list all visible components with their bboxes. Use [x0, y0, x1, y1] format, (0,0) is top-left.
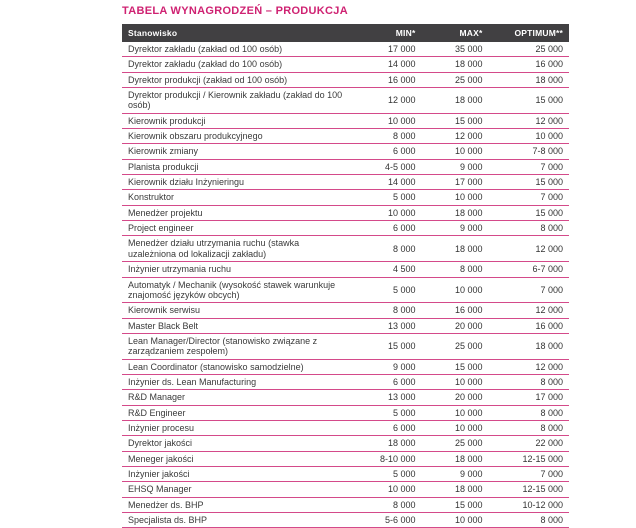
min-cell: 15 000: [354, 333, 421, 359]
position-cell: Master Black Belt: [122, 318, 354, 333]
max-cell: 25 000: [421, 436, 488, 451]
table-row: [122, 303, 569, 318]
position-cell: Kierownik działu Inżynieringu: [122, 175, 354, 190]
max-cell: 20 000: [421, 318, 488, 333]
min-cell: 5-6 000: [354, 513, 421, 528]
optimum-cell: 7 000: [489, 190, 569, 205]
max-cell: 15 000: [421, 497, 488, 512]
optimum-cell: 7-8 000: [489, 144, 569, 159]
position-cell: Dyrektor produkcji (zakład od 100 osób): [122, 72, 354, 87]
max-cell: 10 000: [421, 513, 488, 528]
position-cell: Project engineer: [122, 221, 354, 236]
optimum-cell: 16 000: [489, 57, 569, 72]
min-cell: 5 000: [354, 277, 421, 303]
optimum-cell: 8 000: [489, 221, 569, 236]
min-cell: 9 000: [354, 359, 421, 374]
optimum-cell: 22 000: [489, 436, 569, 451]
min-cell: 10 000: [354, 482, 421, 497]
table-row: [122, 436, 569, 451]
max-cell: 10 000: [421, 190, 488, 205]
position-cell: Menedżer działu utrzymania ruchu (stawka uzależniona od lokalizacji zakładu): [122, 236, 354, 262]
optimum-cell: 12 000: [489, 113, 569, 128]
max-cell: 15 000: [421, 359, 488, 374]
header-row: [122, 24, 569, 42]
position-cell: Kierownik serwisu: [122, 303, 354, 318]
position-cell: Dyrektor zakładu (zakład od 100 osób): [122, 42, 354, 57]
min-cell: 8 000: [354, 129, 421, 144]
min-cell: 8 000: [354, 303, 421, 318]
max-cell: 18 000: [421, 88, 488, 114]
table-row: [122, 236, 569, 262]
table-row: [122, 221, 569, 236]
max-cell: 10 000: [421, 277, 488, 303]
min-cell: 5 000: [354, 190, 421, 205]
optimum-cell: 18 000: [489, 333, 569, 359]
position-cell: R&D Engineer: [122, 405, 354, 420]
position-cell: Dyrektor zakładu (zakład do 100 osób): [122, 57, 354, 72]
header-max: MAX*: [421, 24, 488, 42]
table-row: [122, 513, 569, 528]
position-cell: Dyrektor produkcji / Kierownik zakładu (zakład do 100 osób): [122, 88, 354, 114]
max-cell: 10 000: [421, 374, 488, 389]
optimum-cell: 8 000: [489, 420, 569, 435]
position-cell: Automatyk / Mechanik (wysokość stawek warunkuje znajomość języków obcych): [122, 277, 354, 303]
max-cell: 18 000: [421, 57, 488, 72]
optimum-cell: 18 000: [489, 72, 569, 87]
optimum-cell: 10 000: [489, 129, 569, 144]
max-cell: 18 000: [421, 451, 488, 466]
table-row: [122, 318, 569, 333]
optimum-cell: 10-12 000: [489, 497, 569, 512]
max-cell: 18 000: [421, 236, 488, 262]
min-cell: 4-5 000: [354, 159, 421, 174]
position-cell: Lean Manager/Director (stanowisko związane z zarządzaniem zespołem): [122, 333, 354, 359]
optimum-cell: 8 000: [489, 405, 569, 420]
min-cell: 16 000: [354, 72, 421, 87]
table-row: [122, 129, 569, 144]
table-row: [122, 159, 569, 174]
max-cell: 25 000: [421, 333, 488, 359]
min-cell: 6 000: [354, 420, 421, 435]
header-position: Stanowisko: [122, 24, 354, 42]
salary-table: [122, 24, 569, 528]
table-row: [122, 175, 569, 190]
optimum-cell: 16 000: [489, 318, 569, 333]
table-row: [122, 374, 569, 389]
min-cell: 10 000: [354, 113, 421, 128]
max-cell: 18 000: [421, 205, 488, 220]
table-row: [122, 144, 569, 159]
table-row: [122, 113, 569, 128]
optimum-cell: 6-7 000: [489, 262, 569, 277]
optimum-cell: 15 000: [489, 88, 569, 114]
position-cell: Konstruktor: [122, 190, 354, 205]
position-cell: Inżynier utrzymania ruchu: [122, 262, 354, 277]
table-row: [122, 57, 569, 72]
position-cell: Kierownik obszaru produkcyjnego: [122, 129, 354, 144]
max-cell: 18 000: [421, 482, 488, 497]
table-row: [122, 482, 569, 497]
table-row: [122, 333, 569, 359]
optimum-cell: 8 000: [489, 374, 569, 389]
table-row: [122, 88, 569, 114]
optimum-cell: 12 000: [489, 236, 569, 262]
header-min: MIN*: [354, 24, 421, 42]
optimum-cell: 15 000: [489, 175, 569, 190]
table-row: [122, 205, 569, 220]
position-cell: Meneger jakości: [122, 451, 354, 466]
max-cell: 35 000: [421, 42, 488, 57]
position-cell: R&D Manager: [122, 390, 354, 405]
max-cell: 25 000: [421, 72, 488, 87]
table-row: [122, 451, 569, 466]
position-cell: Menedżer ds. BHP: [122, 497, 354, 512]
table-row: [122, 262, 569, 277]
optimum-cell: 7 000: [489, 277, 569, 303]
max-cell: 10 000: [421, 420, 488, 435]
table-row: [122, 72, 569, 87]
table-row: [122, 466, 569, 481]
optimum-cell: 12-15 000: [489, 482, 569, 497]
max-cell: 17 000: [421, 175, 488, 190]
min-cell: 13 000: [354, 390, 421, 405]
max-cell: 8 000: [421, 262, 488, 277]
table-row: [122, 390, 569, 405]
optimum-cell: 7 000: [489, 159, 569, 174]
min-cell: 18 000: [354, 436, 421, 451]
table-row: [122, 497, 569, 512]
min-cell: 5 000: [354, 405, 421, 420]
optimum-cell: 17 000: [489, 390, 569, 405]
table-row: [122, 420, 569, 435]
max-cell: 20 000: [421, 390, 488, 405]
position-cell: Menedżer projektu: [122, 205, 354, 220]
table-body: [122, 42, 569, 528]
position-cell: EHSQ Manager: [122, 482, 354, 497]
min-cell: 6 000: [354, 144, 421, 159]
position-cell: Lean Coordinator (stanowisko samodzielne): [122, 359, 354, 374]
optimum-cell: 12 000: [489, 303, 569, 318]
min-cell: 14 000: [354, 57, 421, 72]
min-cell: 8 000: [354, 236, 421, 262]
optimum-cell: 25 000: [489, 42, 569, 57]
table-row: [122, 42, 569, 57]
header-optimum: OPTIMUM**: [489, 24, 569, 42]
position-cell: Planista produkcji: [122, 159, 354, 174]
position-cell: Kierownik produkcji: [122, 113, 354, 128]
optimum-cell: 8 000: [489, 513, 569, 528]
max-cell: 10 000: [421, 405, 488, 420]
max-cell: 9 000: [421, 221, 488, 236]
position-cell: Dyrektor jakości: [122, 436, 354, 451]
position-cell: Inżynier procesu: [122, 420, 354, 435]
position-cell: Inżynier jakości: [122, 466, 354, 481]
min-cell: 4 500: [354, 262, 421, 277]
min-cell: 8-10 000: [354, 451, 421, 466]
max-cell: 10 000: [421, 144, 488, 159]
min-cell: 12 000: [354, 88, 421, 114]
max-cell: 12 000: [421, 129, 488, 144]
min-cell: 5 000: [354, 466, 421, 481]
position-cell: Specjalista ds. BHP: [122, 513, 354, 528]
min-cell: 14 000: [354, 175, 421, 190]
table-row: [122, 405, 569, 420]
table-row: [122, 359, 569, 374]
table-row: [122, 190, 569, 205]
min-cell: 6 000: [354, 221, 421, 236]
min-cell: 17 000: [354, 42, 421, 57]
table-row: [122, 277, 569, 303]
min-cell: 13 000: [354, 318, 421, 333]
optimum-cell: 7 000: [489, 466, 569, 481]
max-cell: 15 000: [421, 113, 488, 128]
salary-table-section: [122, 5, 569, 528]
position-cell: Kierownik zmiany: [122, 144, 354, 159]
min-cell: 10 000: [354, 205, 421, 220]
optimum-cell: 12-15 000: [489, 451, 569, 466]
min-cell: 8 000: [354, 497, 421, 512]
page-title: TABELA WYNAGRODZEŃ – PRODUKCJA: [122, 5, 348, 17]
optimum-cell: 15 000: [489, 205, 569, 220]
max-cell: 9 000: [421, 159, 488, 174]
optimum-cell: 12 000: [489, 359, 569, 374]
max-cell: 9 000: [421, 466, 488, 481]
position-cell: Inżynier ds. Lean Manufacturing: [122, 374, 354, 389]
min-cell: 6 000: [354, 374, 421, 389]
max-cell: 16 000: [421, 303, 488, 318]
table-header: [122, 24, 569, 42]
